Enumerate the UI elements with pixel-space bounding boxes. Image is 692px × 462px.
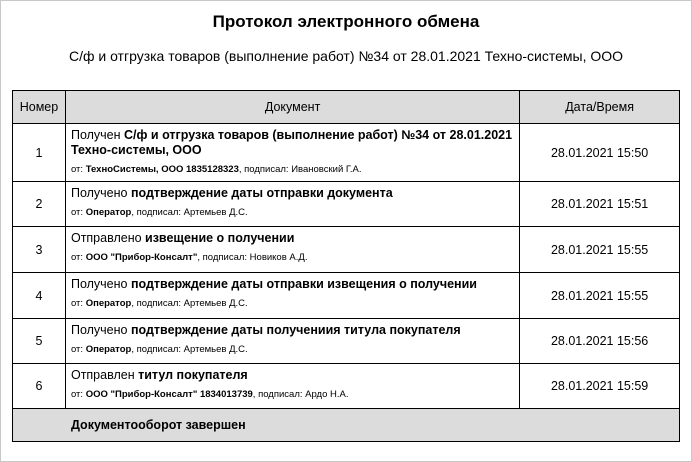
row-datetime: 28.01.2021 15:50	[520, 124, 680, 182]
table-row	[13, 364, 680, 409]
document-event	[71, 277, 515, 292]
table-row	[13, 227, 680, 273]
row-number: 5	[13, 319, 66, 364]
row-document	[65, 124, 519, 182]
document-sender: от: ТехноСистемы, ООО 1835128323, подписал: Ивановский Г.А.	[70, 164, 362, 175]
event-action: Отправлено	[70, 231, 146, 245]
event-document: подтверждение даты отправки извещения о получении	[130, 277, 477, 291]
sender-org: ООО "Прибор-Консалт"	[85, 252, 198, 263]
sender-org: Оператор	[85, 298, 132, 309]
signer: , подписал: Артемьев Д.С.	[131, 344, 248, 355]
header-datetime: Дата/Время	[520, 91, 680, 124]
event-action: Получено	[70, 186, 131, 200]
row-datetime: 28.01.2021 15:59	[520, 364, 680, 409]
document-event	[71, 231, 515, 246]
row-document	[65, 227, 519, 273]
sender-org: ООО "Прибор-Консалт" 1834013739	[85, 389, 253, 400]
row-document	[65, 364, 519, 409]
page-subtitle: С/ф и отгрузка товаров (выполнение работ) №34 от 28.01.2021 Техно-системы, ООО	[68, 48, 624, 64]
table-row	[13, 319, 680, 364]
table-row	[13, 124, 680, 182]
signer: , подписал: Ардо Н.А.	[252, 389, 349, 400]
row-datetime: 28.01.2021 15:51	[520, 182, 680, 227]
workflow-status: Документооборот завершен	[13, 409, 680, 442]
event-document: извещение о получении	[145, 231, 295, 245]
row-number: 3	[13, 227, 66, 273]
signer: , подписал: Артемьев Д.С.	[131, 207, 248, 218]
document-event	[71, 186, 515, 201]
document-sender: от: ООО "Прибор-Консалт" 1834013739, подписал: Ардо Н.А.	[70, 389, 349, 400]
event-action: Отправлен	[70, 368, 139, 382]
signer: , подписал: Ивановский Г.А.	[238, 164, 362, 175]
document-event	[71, 368, 515, 383]
header-document: Документ	[65, 91, 519, 124]
sender-org: Оператор	[85, 344, 132, 355]
protocol-table	[12, 90, 680, 442]
document-sender: от: ООО "Прибор-Консалт", подписал: Новиков А.Д.	[70, 252, 308, 263]
row-datetime: 28.01.2021 15:56	[520, 319, 680, 364]
table-row	[13, 182, 680, 227]
table-row	[13, 273, 680, 319]
table-header-row	[13, 91, 680, 124]
document-event	[71, 323, 515, 338]
row-number: 2	[13, 182, 66, 227]
page-title: Протокол электронного обмена	[212, 12, 480, 31]
signer: , подписал: Артемьев Д.С.	[131, 298, 248, 309]
row-number: 1	[13, 124, 66, 182]
row-document	[65, 182, 519, 227]
sender-org: ТехноСистемы, ООО 1835128323	[85, 164, 239, 175]
row-datetime: 28.01.2021 15:55	[520, 227, 680, 273]
event-action: Получено	[70, 277, 131, 291]
event-document: титул покупателя	[138, 368, 248, 382]
header-number: Номер	[13, 91, 66, 124]
row-document	[65, 319, 519, 364]
row-number: 4	[13, 273, 66, 319]
row-number: 6	[13, 364, 66, 409]
document-sender: от: Оператор, подписал: Артемьев Д.С.	[70, 344, 248, 355]
document-event	[71, 128, 515, 158]
row-datetime: 28.01.2021 15:55	[520, 273, 680, 319]
event-document: подтверждение даты отправки документа	[130, 186, 393, 200]
sender-org: Оператор	[85, 207, 132, 218]
event-action: Получен	[70, 128, 125, 142]
event-action: Получено	[70, 323, 131, 337]
document-sender: от: Оператор, подписал: Артемьев Д.С.	[70, 298, 248, 309]
document-sender: от: Оператор, подписал: Артемьев Д.С.	[70, 207, 248, 218]
event-document: подтверждение даты получениия титула покупателя	[130, 323, 461, 337]
signer: , подписал: Новиков А.Д.	[197, 252, 308, 263]
row-document	[65, 273, 519, 319]
event-document: С/ф и отгрузка товаров (выполнение работ) №34 от 28.01.2021 Техно-системы, ООО	[70, 128, 513, 157]
table-footer-row	[13, 409, 680, 442]
